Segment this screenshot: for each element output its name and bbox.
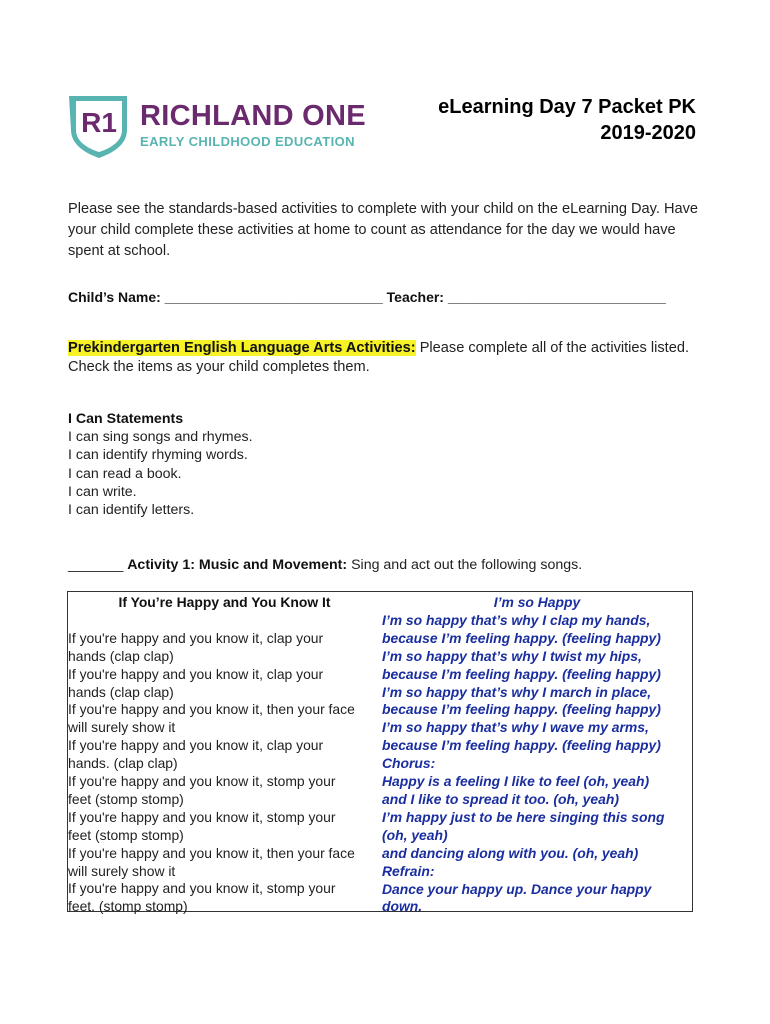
song-left-line: feet (stomp stomp) [68, 826, 184, 843]
song-left-line: If you're happy and you know it, stomp your [68, 773, 336, 790]
song-left-line: If you're happy and you know it, clap your [68, 629, 324, 646]
i-can-item: I can identify letters. [68, 502, 195, 519]
richland-one-logo [66, 92, 378, 158]
document-title [438, 94, 696, 146]
song-right-line: down. [382, 898, 423, 915]
ela-text: Please complete all of the activities listed. Check the items as your child completes them. [68, 340, 690, 375]
activity-checkbox-blank: _______ [68, 557, 124, 573]
i-can-item: I can read a book. [68, 465, 182, 482]
activity-1-text: Sing and act out the following songs. [347, 557, 583, 573]
i-can-item: I can sing songs and rhymes. [68, 429, 253, 446]
shield-logo-icon [66, 92, 132, 158]
song-right-line: (oh, yeah) [382, 826, 448, 843]
song-right-line: because I’m feeling happy. (feeling happy) [382, 665, 661, 682]
i-can-item: I can identify rhyming words. [68, 447, 248, 464]
song-right-line: because I’m feeling happy. (feeling happy) [382, 701, 661, 718]
song-right-line: because I’m feeling happy. (feeling happy) [382, 629, 661, 646]
song-right-line: I’m happy just to be here singing this song [382, 808, 665, 825]
name-teacher-fields [68, 289, 666, 305]
title-line-2: 2019-2020 [600, 122, 696, 144]
song-right-line: I’m so happy that’s why I march in place, [382, 683, 652, 700]
ela-heading: Prekindergarten English Language Arts Activities: [68, 340, 416, 356]
logo-mark: R1 [81, 107, 117, 138]
song-left-line: If you're happy and you know it, stomp your [68, 880, 336, 897]
song-right-line: Refrain: [382, 862, 435, 879]
i-can-heading: I Can Statements [68, 411, 184, 427]
song-left-title: If You’re Happy and You Know It [118, 594, 331, 610]
song-right-line: I’m so happy that’s why I clap my hands, [382, 611, 651, 628]
song-left-line: If you're happy and you know it, clap your [68, 665, 324, 682]
ela-instructions [68, 339, 708, 377]
song-left-line: If you're happy and you know it, stomp your [68, 808, 336, 825]
song-right-line: Happy is a feeling I like to feel (oh, yeah) [382, 773, 650, 790]
song-right-line: and dancing along with you. (oh, yeah) [382, 844, 639, 861]
intro-paragraph: Please see the standards-based activities to complete with your child on the eLearning Day. Have your child complete these activities at home to count as attendance for the day we would have spent at school. [68, 201, 699, 259]
song-right-title: I’m so Happy [493, 594, 581, 610]
activity-1-label: Activity 1: Music and Movement: [127, 557, 348, 573]
song-left-line: hands (clap clap) [68, 683, 174, 700]
i-can-item: I can write. [68, 483, 137, 500]
song-left-line: hands. (clap clap) [68, 755, 178, 772]
songs-table [67, 591, 693, 915]
song-happy-and-you-know-it [68, 592, 381, 916]
title-line-1: eLearning Day 7 Packet PK [438, 96, 696, 118]
song-left-line: feet (stomp stomp) [68, 790, 184, 807]
child-name-label: Child’s Name: [68, 289, 161, 305]
song-left-line: hands (clap clap) [68, 647, 174, 664]
i-can-statements [68, 410, 253, 519]
song-right-line: and I like to spread it too. (oh, yeah) [382, 790, 619, 807]
logo-title: RICHLAND ONE [140, 100, 366, 132]
teacher-label: Teacher: [386, 289, 444, 305]
song-left-line: If you're happy and you know it, clap your [68, 737, 324, 754]
song-right-line: Chorus: [382, 755, 436, 772]
logo-subtitle: EARLY CHILDHOOD EDUCATION [140, 134, 355, 149]
song-right-line: I’m so happy that’s why I twist my hips, [382, 647, 642, 664]
song-left-line: feet. (stomp stomp) [68, 898, 188, 915]
teacher-blank: ____________________________ [447, 289, 666, 305]
song-left-line: If you're happy and you know it, then your face [68, 701, 355, 718]
song-left-line: will surely show it [68, 862, 176, 879]
activity-1 [68, 557, 582, 573]
child-name-blank: ____________________________ [164, 289, 383, 305]
song-right-line: I’m so happy that’s why I wave my arms, [382, 719, 649, 736]
song-right-line: because I’m feeling happy. (feeling happy) [382, 737, 661, 754]
song-left-line: will surely show it [68, 719, 176, 736]
song-right-line: Dance your happy up. Dance your happy [382, 880, 652, 897]
song-left-line: If you're happy and you know it, then your face [68, 844, 355, 861]
song-im-so-happy [382, 592, 692, 916]
